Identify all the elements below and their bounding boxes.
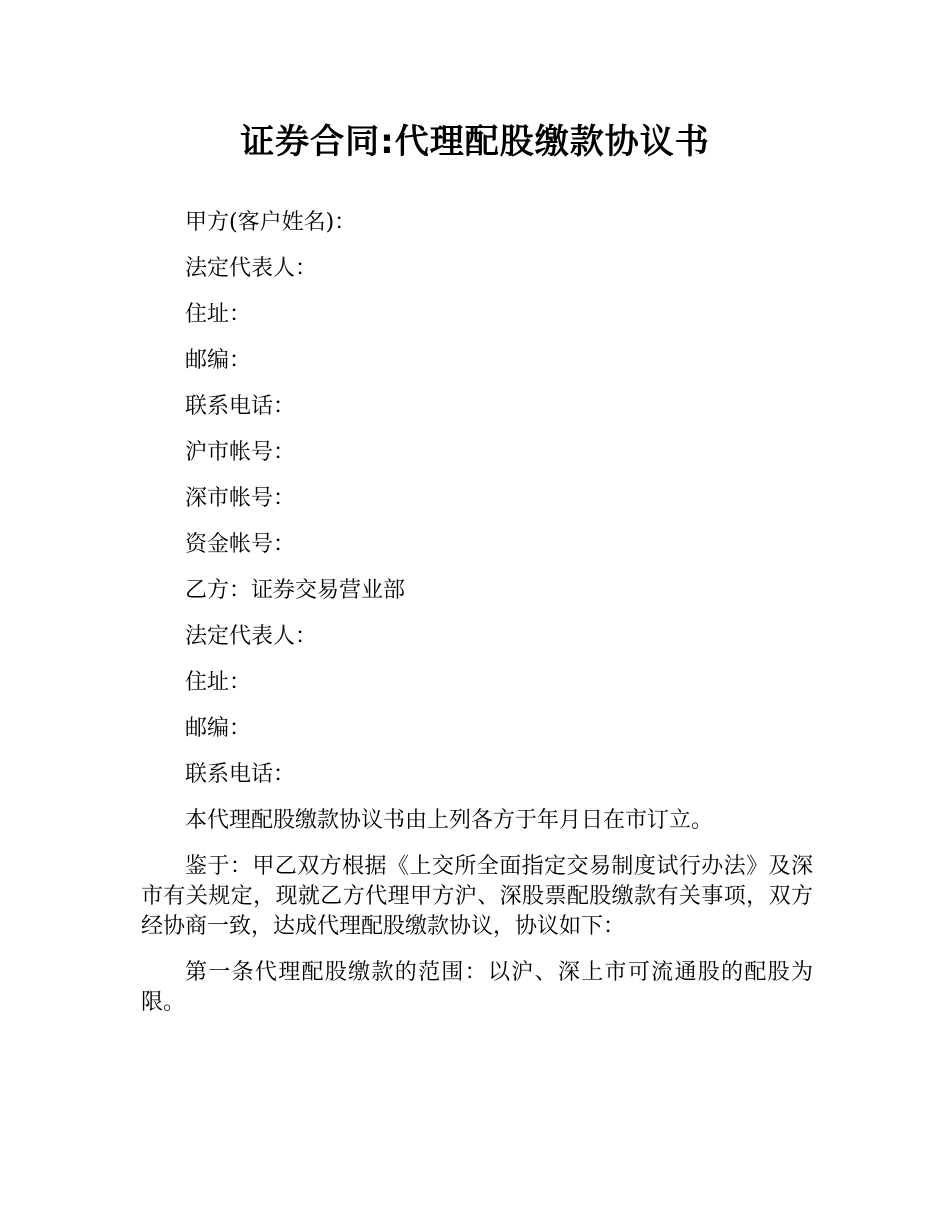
party-a-postcode-label: 邮编： — [185, 348, 252, 373]
party-a-address-label: 住址： — [185, 302, 252, 327]
party-a-representative-label: 法定代表人： — [185, 256, 318, 281]
party-a-phone-label: 联系电话： — [185, 394, 296, 419]
party-b-phone-label: 联系电话： — [185, 762, 296, 787]
paragraph-signing: 本代理配股缴款协议书由上列各方于年月日在市订立。 — [185, 808, 714, 833]
paragraph-article-1: 第一条代理配股缴款的范围：以沪、深上市可流通股的配股为限。 — [141, 960, 813, 1015]
party-a-sh-account-label: 沪市帐号： — [185, 440, 296, 465]
document-title: 证券合同:代理配股缴款协议书 — [240, 122, 710, 162]
party-b-name-label: 乙方：证券交易营业部 — [185, 578, 406, 603]
party-b-address-label: 住址： — [185, 670, 252, 695]
party-b-postcode-label: 邮编： — [185, 716, 252, 741]
document-body — [141, 200, 813, 1026]
party-a-fund-account-label: 资金帐号： — [185, 532, 296, 557]
party-a-sz-account-label: 深市帐号： — [185, 486, 296, 511]
party-b-representative-label: 法定代表人： — [185, 624, 318, 649]
paragraph-whereas: 鉴于：甲乙双方根据《上交所全面指定交易制度试行办法》及深市有关规定，现就乙方代理甲方沪、深股票配股缴款有关事项，双方经协商一致，达成代理配股缴款协议，协议如下： — [141, 854, 813, 939]
party-a-name-label: 甲方(客户姓名)： — [185, 210, 357, 235]
